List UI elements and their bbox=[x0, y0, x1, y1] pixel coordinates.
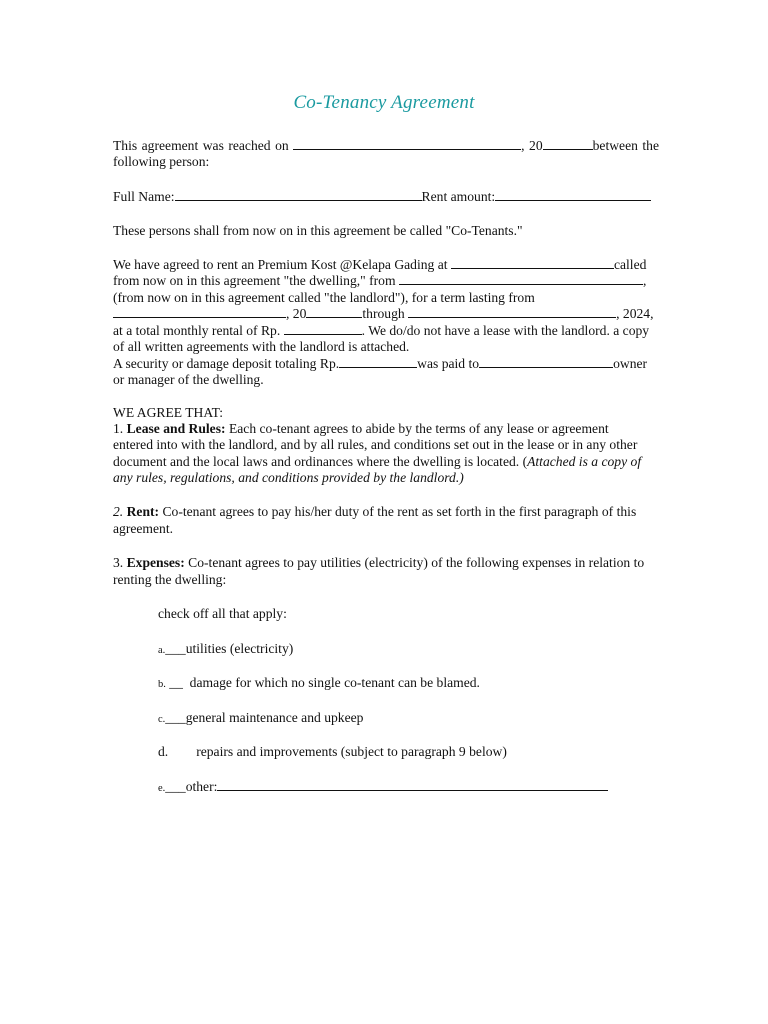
clause-1-line-3 bbox=[113, 454, 641, 470]
option-d bbox=[158, 744, 507, 760]
address-blank bbox=[451, 257, 614, 269]
owner-text: owner bbox=[613, 356, 648, 371]
comma: , bbox=[642, 273, 647, 288]
option-b-label: damage for which no single co-tenant can be blamed. bbox=[189, 675, 480, 690]
option-b-checkbox[interactable]: __ bbox=[165, 675, 187, 690]
other-blank[interactable] bbox=[217, 779, 608, 791]
landlord-name-blank bbox=[399, 273, 643, 285]
clause-1-title: Lease and Rules: bbox=[126, 421, 226, 436]
clause-3-line-1 bbox=[113, 555, 644, 571]
clause-1-number: 1. bbox=[113, 421, 127, 436]
dwelling-text: from now on in this agreement "the dwelling," from bbox=[113, 273, 396, 288]
clause-2-text: Co-tenant agrees to pay his/her duty of the rent as set forth in the first paragraph of this bbox=[159, 504, 637, 519]
intro-line-2: following person: bbox=[113, 154, 210, 169]
option-a-letter: a. bbox=[158, 645, 166, 656]
clause-1-line-4 bbox=[113, 470, 464, 486]
monthly-rental-text: at a total monthly rental of Rp. bbox=[113, 323, 281, 338]
rent-para-line-1 bbox=[113, 257, 646, 273]
option-e-label: other: bbox=[185, 779, 218, 794]
agree-heading: WE AGREE THAT: bbox=[113, 405, 224, 420]
term-year-blank bbox=[306, 306, 362, 318]
rent-para-line-4 bbox=[113, 306, 653, 322]
clause-2-line-1 bbox=[113, 504, 636, 520]
option-e-letter: e. bbox=[158, 783, 166, 794]
clause-1-text: Each co-tenant agrees to abide by the terms of any lease or agreement bbox=[225, 421, 609, 436]
option-d-letter: d. bbox=[158, 744, 169, 759]
fullname-blank bbox=[175, 189, 422, 201]
premium-kost-text: We have agreed to rent an Premium Kost @Kelapa Gading at bbox=[113, 257, 448, 272]
option-e-checkbox[interactable]: ___ bbox=[165, 779, 186, 794]
clause-3-title: Expenses: bbox=[126, 555, 185, 570]
option-a-label: utilities (electricity) bbox=[185, 641, 294, 656]
rent-para-line-6: of all written agreements with the landlord is attached. bbox=[113, 339, 410, 354]
date-blank bbox=[293, 138, 521, 150]
clause-2-number: 2. bbox=[113, 504, 124, 519]
clause-3-text: Co-tenant agrees to pay utilities (electricity) of the following expenses in relation to bbox=[184, 555, 645, 570]
clause-1-line-2: entered into with the landlord, and by all rules, and conditions set out in the lease or in any other bbox=[113, 437, 638, 452]
option-c bbox=[158, 710, 363, 728]
rent-para-line-8: or manager of the dwelling. bbox=[113, 372, 264, 387]
rent-para-line-2 bbox=[113, 273, 646, 289]
option-a-checkbox[interactable]: ___ bbox=[165, 641, 186, 656]
option-c-label: general maintenance and upkeep bbox=[185, 710, 364, 725]
document-title: Co-Tenancy Agreement bbox=[293, 92, 475, 113]
deposit-blank bbox=[339, 356, 417, 368]
term-end-year: , 2024, bbox=[616, 306, 654, 321]
rent-para-line-5 bbox=[113, 323, 649, 339]
clause-3-line-2: renting the dwelling: bbox=[113, 572, 227, 587]
rent-para-line-3: (from now on in this agreement called "the landlord"), for a term lasting from bbox=[113, 290, 535, 305]
rent-amount-label: Rent amount: bbox=[421, 189, 496, 204]
clause-3-number: 3. bbox=[113, 555, 127, 570]
cotenants-statement: These persons shall from now on in this agreement be called "Co-Tenants." bbox=[113, 223, 523, 238]
clause-1-text-3: document and the local laws and ordinances where the dwelling is located. ( bbox=[113, 454, 528, 469]
fullname-label: Full Name: bbox=[113, 189, 175, 204]
option-c-checkbox[interactable]: ___ bbox=[165, 710, 186, 725]
called-text: called bbox=[613, 257, 647, 272]
option-b-letter: b. bbox=[158, 679, 166, 690]
rent-para-line-7 bbox=[113, 356, 647, 372]
intro-text: This agreement was reached on bbox=[113, 138, 289, 153]
clause-1-attached: Attached is a copy of bbox=[527, 454, 642, 469]
clause-1-line-1 bbox=[113, 421, 609, 437]
year-blank bbox=[543, 138, 593, 150]
intro-between: between the bbox=[592, 138, 659, 153]
lease-text: . We do/do not have a lease with the landlord. a copy bbox=[361, 323, 650, 338]
clause-2-line-2: agreement. bbox=[113, 521, 174, 536]
option-b bbox=[158, 675, 480, 693]
deposit-text: A security or damage deposit totaling Rp. bbox=[113, 356, 340, 371]
check-off-label: check off all that apply: bbox=[158, 606, 287, 621]
clause-2-title: Rent: bbox=[126, 504, 160, 519]
option-d-label: repairs and improvements (subject to paragraph 9 below) bbox=[196, 744, 507, 759]
option-e bbox=[158, 779, 608, 797]
term-start-blank bbox=[113, 306, 286, 318]
monthly-rental-blank bbox=[284, 323, 362, 335]
through-text: through bbox=[362, 306, 405, 321]
term-year-prefix: , 20 bbox=[286, 306, 307, 321]
term-end-blank bbox=[408, 306, 616, 318]
clause-1-rules-note: any rules, regulations, and conditions provided by the landlord.) bbox=[113, 470, 464, 485]
option-a bbox=[158, 641, 293, 659]
year-prefix: , 20 bbox=[521, 138, 543, 153]
paid-to-blank bbox=[479, 356, 613, 368]
paid-to-text: was paid to bbox=[417, 356, 480, 371]
rent-amount-blank bbox=[495, 189, 651, 201]
fullname-line bbox=[113, 189, 651, 205]
option-c-letter: c. bbox=[158, 714, 166, 725]
intro-line-1 bbox=[113, 138, 659, 154]
